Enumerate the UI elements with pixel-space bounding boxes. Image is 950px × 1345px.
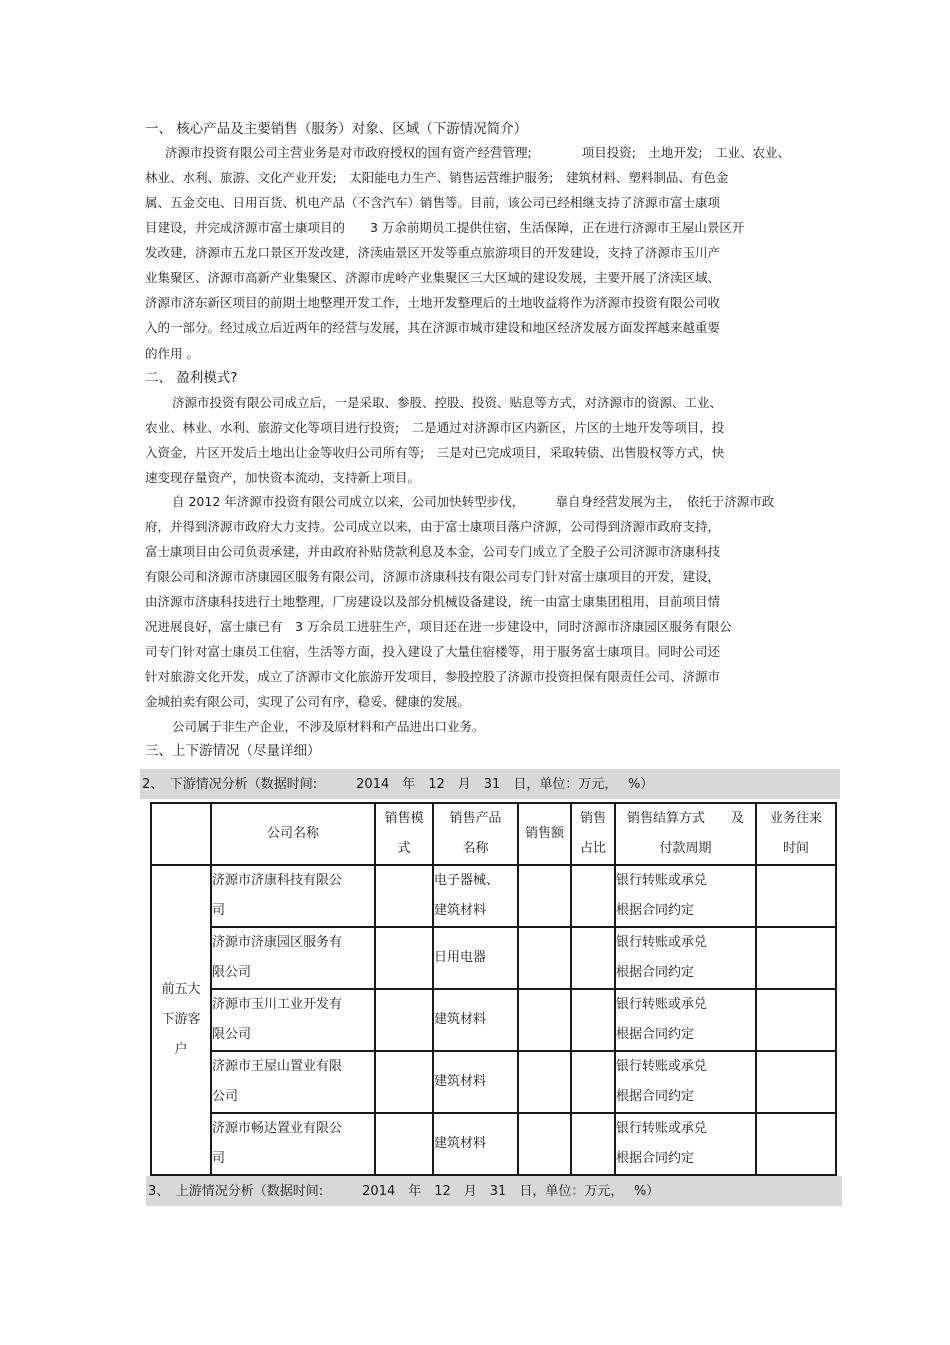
section-1-heading: 一、 核心产品及主要销售（服务）对象、区域（下游情况简介） — [145, 121, 528, 137]
upstream-title: 3、 上游情况分析（数据时间: 2014 年 12 月 31 日，单位：万元， %） — [148, 1184, 660, 1199]
paragraph-line: 速变现存量资产，加快资本流动，支持新上项目。 — [145, 470, 421, 485]
settlement-cell: 银行转账或承兑 根据合同约定 — [615, 1051, 756, 1113]
company-cell: 济源市济康科技有限公 司 — [211, 865, 375, 927]
paragraph-line: 富士康项目由公司负责承建，并由政府补贴贷款利息及本金，公司专门成立了全股子公司济源市济康科技 — [145, 544, 721, 559]
share-cell — [571, 1051, 615, 1113]
header-product: 销售产品 名称 — [433, 803, 518, 865]
paragraph-line: 入资金，片区开发后土地出让金等收归公司所有等; 三是对已完成项目，采取转债、出售股权等方式，快 — [145, 445, 725, 460]
section-3-heading: 三、上下游情况（尽量详细） — [145, 743, 321, 759]
header-amount: 销售额 — [518, 803, 571, 865]
paragraph-line: 济源市投资有限公司成立后，一是采取、参股、控股、投资、贴息等方式，对济源市的资源、工业、 — [172, 395, 723, 410]
section-2-heading: 二、 盈利模式? — [145, 370, 238, 386]
share-cell — [571, 989, 615, 1051]
period-cell — [756, 989, 836, 1051]
company-cell: 济源市济康园区服务有 限公司 — [211, 927, 375, 989]
paragraph-line: 况进展良好，富士康已有 3 万余员工进驻生产，项目还在进一步建设中，同时济源市济康园区服务有限公 — [145, 619, 732, 634]
paragraph-line: 有限公司和济源市济康园区服务有限公司，济源市济康科技有限公司专门针对富士康项目的开发，建设， — [145, 569, 721, 584]
sales-mode-cell — [375, 989, 433, 1051]
header-share: 销售 占比 — [571, 803, 615, 865]
company-cell: 济源市畅达置业有限公 司 — [211, 1113, 375, 1175]
product-cell: 建筑材料 — [433, 989, 518, 1051]
settlement-cell: 银行转账或承兑 根据合同约定 — [615, 989, 756, 1051]
table-row — [151, 1051, 836, 1113]
sales-mode-cell — [375, 1051, 433, 1113]
paragraph-line: 公司属于非生产企业，不涉及原材料和产品进出口业务。 — [172, 719, 485, 734]
paragraph-line: 针对旅游文化开发，成立了济源市文化旅游开发项目，参股控股了济源市投资担保有限责任公司、济源市 — [145, 669, 721, 684]
header-period: 业务往来 时间 — [756, 803, 836, 865]
sales-mode-cell — [375, 865, 433, 927]
table-row — [151, 989, 836, 1051]
paragraph-line: 属、五金交电、日用百货、机电产品（不含汽车）销售等。目前，该公司已经相继支持了济源市富士康项 — [145, 195, 721, 210]
product-cell: 电子器械、 建筑材料 — [433, 865, 518, 927]
sales-mode-cell — [375, 927, 433, 989]
settlement-cell: 银行转账或承兑 根据合同约定 — [615, 1113, 756, 1175]
period-cell — [756, 1051, 836, 1113]
sales-mode-cell — [375, 1113, 433, 1175]
amount-cell — [518, 927, 571, 989]
downstream-title: 2、 下游情况分析（数据时间: 2014 年 12 月 31 日，单位：万元， %） — [142, 777, 654, 792]
paragraph-line: 自 2012 年济源市投资有限公司成立以来，公司加快转型步伐， 靠自身经营发展为主， 依托于济源市政 — [172, 494, 775, 509]
share-cell — [571, 1113, 615, 1175]
table-header-row — [151, 803, 836, 865]
paragraph-line: 的作用 。 — [145, 346, 199, 361]
header-settlement: 销售结算方式 及 付款周期 — [615, 803, 756, 865]
header-company: 公司名称 — [211, 803, 375, 865]
settlement-cell: 银行转账或承兑 根据合同约定 — [615, 927, 756, 989]
amount-cell — [518, 989, 571, 1051]
paragraph-line: 入的一部分。经过成立后近两年的经营与发展，其在济源市城市建设和地区经济发展方面发挥越来越重要 — [145, 320, 721, 335]
amount-cell — [518, 1113, 571, 1175]
company-cell: 济源市王屋山置业有限 公司 — [211, 1051, 375, 1113]
amount-cell — [518, 1051, 571, 1113]
header-empty-cell — [151, 803, 211, 865]
period-cell — [756, 865, 836, 927]
product-cell: 日用电器 — [433, 927, 518, 989]
company-cell: 济源市玉川工业开发有 限公司 — [211, 989, 375, 1051]
paragraph-line: 业集聚区、济源市高新产业集聚区、济源市虎岭产业集聚区三大区域的建设发展，主要开展了济渎区域、 — [145, 270, 721, 285]
paragraph-line: 农业、林业、水利、旅游文化等项目进行投资; 二是通过对济源市区内新区，片区的土地开发等项目，投 — [145, 420, 725, 435]
paragraph-line: 发改建，济源市五龙口景区开发改建，济渎庙景区开发等重点旅游项目的开发建设，支持了济源市玉川产 — [145, 245, 721, 260]
header-sales-mode: 销售模 式 — [375, 803, 433, 865]
downstream-table — [150, 802, 837, 1176]
share-cell — [571, 865, 615, 927]
paragraph-line: 济源市济东新区项目的前期土地整理开发工作，土地开发整理后的土地收益将作为济源市投资有限公司收 — [145, 295, 721, 310]
group-label-cell: 前五大 下游客 户 — [151, 865, 211, 1175]
paragraph-line: 林业、水利、旅游、文化产业开发; 太阳能电力生产、销售运营维护服务; 建筑材料、塑料制品、有色金 — [145, 170, 729, 185]
period-cell — [756, 1113, 836, 1175]
table-row — [151, 865, 836, 927]
product-cell: 建筑材料 — [433, 1113, 518, 1175]
product-cell: 建筑材料 — [433, 1051, 518, 1113]
paragraph-line: 金城拍卖有限公司，实现了公司有序，稳妥、健康的发展。 — [145, 694, 471, 709]
period-cell — [756, 927, 836, 989]
paragraph-line: 由济源市济康科技进行土地整理，厂房建设以及部分机械设备建设，统一由富士康集团租用，目前项目情 — [145, 594, 721, 609]
table-row — [151, 927, 836, 989]
paragraph-line: 目建设，并完成济源市富士康项目的 3 万余前期员工提供住宿，生活保障，正在进行济源市王屋山景区开 — [145, 220, 745, 235]
paragraph-line: 府，并得到济源市政府大力支持。公司成立以来，由于富士康项目落户济源，公司得到济源市政府支持， — [145, 519, 721, 534]
paragraph-line: 司专门针对富士康员工住宿，生活等方面，投入建设了大量住宿楼等，用于服务富士康项目。同时公司还 — [145, 644, 721, 659]
paragraph-line: 济源市投资有限公司主营业务是对市政府授权的国有资产经营管理; 项目投资; 土地开发; 工业、农业、 — [165, 145, 791, 160]
settlement-cell: 银行转账或承兑 根据合同约定 — [615, 865, 756, 927]
amount-cell — [518, 865, 571, 927]
table-row — [151, 1113, 836, 1175]
share-cell — [571, 927, 615, 989]
